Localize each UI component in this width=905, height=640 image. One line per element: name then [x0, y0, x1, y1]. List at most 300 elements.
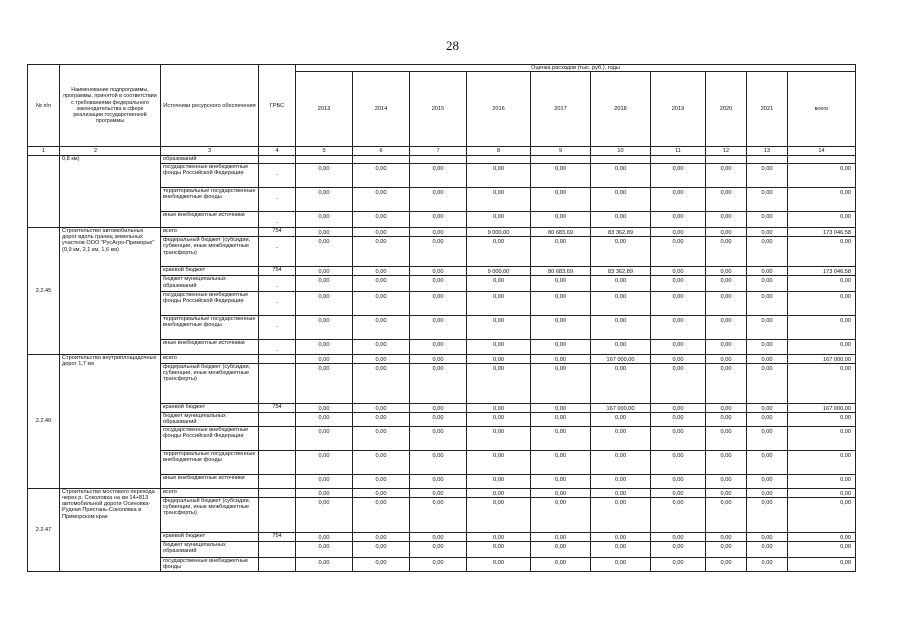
year-value: 0,00 — [410, 228, 467, 237]
column-index: 10 — [591, 147, 651, 156]
year-value: 0,00 — [651, 188, 706, 212]
year-value: 0,00 — [296, 488, 353, 497]
year-value: 0,00 — [591, 542, 651, 558]
column-index: 7 — [410, 147, 467, 156]
year-value: 0,00 — [531, 474, 591, 488]
total-value — [788, 156, 856, 164]
year-value: 0,00 — [353, 164, 410, 188]
year-value: 0,00 — [706, 558, 747, 572]
funding-source: государственные внебюджетные фонды Российской Федерации — [161, 291, 259, 315]
year-value: 0,00 — [747, 533, 788, 542]
grbs-code: - — [259, 276, 296, 291]
item-name: 0,8 км) — [60, 156, 161, 228]
year-value: 0,00 — [531, 542, 591, 558]
year-value: 0,00 — [467, 354, 531, 363]
year-value: 0,00 — [467, 315, 531, 339]
grbs-code: 754 — [259, 533, 296, 542]
grbs-code: - — [259, 164, 296, 188]
year-value: 0,00 — [747, 237, 788, 267]
year-value: 0,00 — [410, 533, 467, 542]
year-value: 0,00 — [591, 498, 651, 533]
grbs-code — [259, 488, 296, 497]
funding-source: государственные внебюджетные фонды Российской Федерации — [161, 426, 259, 450]
year-value: 0,00 — [410, 426, 467, 450]
year-value: 0,00 — [747, 188, 788, 212]
header-col-estimate: Оценка расходов (тыс. руб.), годы — [296, 65, 856, 72]
funding-source: государственные внебюджетные фонды Российской Федерации — [161, 164, 259, 188]
year-value: 0,00 — [410, 474, 467, 488]
year-value: 83 362,89 — [591, 267, 651, 276]
grbs-code: - — [259, 212, 296, 228]
year-value: 0,00 — [410, 291, 467, 315]
column-index: 1 — [28, 147, 60, 156]
year-value: 0,00 — [467, 237, 531, 267]
year-value — [296, 156, 353, 164]
year-value: 0,00 — [410, 558, 467, 572]
year-value: 0,00 — [651, 412, 706, 426]
year-value: 0,00 — [531, 276, 591, 291]
table-row — [28, 156, 856, 164]
year-value: 0,00 — [651, 354, 706, 363]
grbs-code: - — [259, 315, 296, 339]
year-value: 0,00 — [591, 276, 651, 291]
funding-source: бюджет муниципальных образований — [161, 542, 259, 558]
year-value: 0,00 — [410, 339, 467, 354]
year-value: 0,00 — [296, 354, 353, 363]
year-value: 0,00 — [531, 237, 591, 267]
grbs-code — [259, 363, 296, 403]
year-value: 0,00 — [591, 363, 651, 403]
year-value: 0,00 — [591, 291, 651, 315]
funding-source: иные внебюджетные источники — [161, 339, 259, 354]
item-code: 2.2.45 — [28, 228, 60, 355]
total-value: 167 000,00 — [788, 403, 856, 412]
funding-source: территориальные государственные внебюджетные фонды — [161, 315, 259, 339]
year-value — [651, 156, 706, 164]
year-value: 0,00 — [706, 276, 747, 291]
year-value: 0,00 — [747, 315, 788, 339]
year-value: 0,00 — [531, 403, 591, 412]
item-name: Строительство автомобильных дорог вдоль границ земельных участков ООО "РусАгро-Приморье" (0,9 км, 2,1 км, 1,6 км) — [60, 228, 161, 355]
year-value: 0,00 — [410, 412, 467, 426]
year-value: 0,00 — [706, 542, 747, 558]
year-value: 0,00 — [296, 339, 353, 354]
year-value: 0,00 — [296, 542, 353, 558]
total-value: 0,00 — [788, 315, 856, 339]
total-value: 0,00 — [788, 188, 856, 212]
grbs-code — [259, 542, 296, 558]
funding-source: территориальные государственные внебюджетные фонды — [161, 450, 259, 474]
header-col-no: № п/п — [28, 65, 60, 147]
total-value: 0,00 — [788, 412, 856, 426]
year-value: 0,00 — [531, 488, 591, 497]
year-value: 0,00 — [747, 498, 788, 533]
total-value: 0,00 — [788, 291, 856, 315]
year-value: 0,00 — [591, 533, 651, 542]
year-value: 0,00 — [591, 315, 651, 339]
grbs-code: 754 — [259, 403, 296, 412]
year-value: 0,00 — [353, 474, 410, 488]
year-value: 0,00 — [353, 188, 410, 212]
year-value: 0,00 — [706, 450, 747, 474]
year-value: 0,00 — [747, 558, 788, 572]
year-value: 0,00 — [296, 498, 353, 533]
year-value: 0,00 — [747, 450, 788, 474]
year-value: 0,00 — [591, 188, 651, 212]
column-index: 4 — [259, 147, 296, 156]
year-value: 0,00 — [467, 498, 531, 533]
year-value: 0,00 — [706, 237, 747, 267]
header-year: 2017 — [531, 72, 591, 147]
year-value: 0,00 — [410, 498, 467, 533]
year-value: 0,00 — [651, 533, 706, 542]
funding-source: государственные внебюджетные фонды — [161, 558, 259, 572]
year-value: 0,00 — [651, 291, 706, 315]
funding-source: всего — [161, 228, 259, 237]
grbs-code — [259, 474, 296, 488]
grbs-code — [259, 156, 296, 164]
column-index: 11 — [651, 147, 706, 156]
funding-source: всего — [161, 354, 259, 363]
year-value: 0,00 — [706, 267, 747, 276]
year-value: 0,00 — [467, 488, 531, 497]
funding-source: краевой бюджет — [161, 267, 259, 276]
total-value: 0,00 — [788, 474, 856, 488]
year-value: 0,00 — [467, 450, 531, 474]
year-value: 0,00 — [747, 339, 788, 354]
year-value: 9 000,00 — [467, 267, 531, 276]
year-value: 0,00 — [467, 474, 531, 488]
year-value: 0,00 — [296, 291, 353, 315]
year-value: 0,00 — [531, 188, 591, 212]
year-value: 0,00 — [296, 450, 353, 474]
header-year: 2016 — [467, 72, 531, 147]
year-value: 0,00 — [467, 363, 531, 403]
total-value: 0,00 — [788, 488, 856, 497]
year-value: 0,00 — [410, 488, 467, 497]
year-value: 0,00 — [353, 267, 410, 276]
column-index: 9 — [531, 147, 591, 156]
year-value: 0,00 — [410, 354, 467, 363]
header-year: 2013 — [296, 72, 353, 147]
total-value: 0,00 — [788, 237, 856, 267]
item-code: 2.2.47 — [28, 488, 60, 571]
year-value — [747, 156, 788, 164]
year-value: 0,00 — [410, 188, 467, 212]
year-value: 0,00 — [353, 533, 410, 542]
total-value: 0,00 — [788, 533, 856, 542]
year-value: 0,00 — [747, 291, 788, 315]
year-value: 0,00 — [410, 315, 467, 339]
total-value: 0,00 — [788, 276, 856, 291]
year-value: 0,00 — [353, 498, 410, 533]
year-value: 0,00 — [747, 426, 788, 450]
year-value: 0,00 — [467, 533, 531, 542]
header-year: 2018 — [591, 72, 651, 147]
grbs-code: - — [259, 237, 296, 267]
year-value — [531, 156, 591, 164]
column-index: 14 — [788, 147, 856, 156]
total-value: 0,00 — [788, 426, 856, 450]
year-value: 0,00 — [706, 212, 747, 228]
total-value: 0,00 — [788, 339, 856, 354]
column-index: 3 — [161, 147, 259, 156]
grbs-code: - — [259, 188, 296, 212]
header-year: 2021 — [747, 72, 788, 147]
funding-source: всего — [161, 488, 259, 497]
column-index: 12 — [706, 147, 747, 156]
year-value: 0,00 — [410, 237, 467, 267]
header-year: всего — [788, 72, 856, 147]
year-value: 0,00 — [296, 363, 353, 403]
year-value: 0,00 — [467, 212, 531, 228]
year-value: 0,00 — [651, 403, 706, 412]
year-value: 0,00 — [591, 339, 651, 354]
year-value: 0,00 — [747, 276, 788, 291]
year-value: 0,00 — [706, 498, 747, 533]
funding-source: федеральный бюджет (субсидии, субвенции, иные межбюджетные трансферты) — [161, 363, 259, 403]
year-value: 0,00 — [410, 212, 467, 228]
year-value: 0,00 — [747, 212, 788, 228]
year-value: 0,00 — [706, 403, 747, 412]
year-value: 0,00 — [531, 450, 591, 474]
total-value: 167 000,00 — [788, 354, 856, 363]
year-value: 0,00 — [353, 339, 410, 354]
year-value: 0,00 — [296, 558, 353, 572]
year-value: 0,00 — [706, 228, 747, 237]
item-code — [28, 156, 60, 228]
year-value: 0,00 — [531, 363, 591, 403]
year-value: 0,00 — [531, 498, 591, 533]
year-value: 0,00 — [747, 542, 788, 558]
header-year: 2020 — [706, 72, 747, 147]
year-value: 0,00 — [591, 488, 651, 497]
year-value: 0,00 — [706, 474, 747, 488]
year-value: 0,00 — [296, 212, 353, 228]
grbs-code: - — [259, 339, 296, 354]
total-value: 173 046,58 — [788, 228, 856, 237]
year-value: 167 000,00 — [591, 354, 651, 363]
year-value: 0,00 — [353, 403, 410, 412]
year-value: 0,00 — [591, 412, 651, 426]
grbs-code — [259, 412, 296, 426]
year-value: 0,00 — [706, 363, 747, 403]
year-value: 0,00 — [651, 315, 706, 339]
year-value: 0,00 — [531, 212, 591, 228]
year-value: 0,00 — [467, 426, 531, 450]
year-value: 0,00 — [296, 533, 353, 542]
year-value: 0,00 — [531, 315, 591, 339]
column-index: 13 — [747, 147, 788, 156]
year-value: 0,00 — [353, 542, 410, 558]
year-value: 0,00 — [651, 212, 706, 228]
funding-source: образований — [161, 156, 259, 164]
year-value: 0,00 — [353, 291, 410, 315]
year-value: 0,00 — [296, 474, 353, 488]
year-value: 0,00 — [591, 164, 651, 188]
year-value: 0,00 — [531, 533, 591, 542]
column-index: 5 — [296, 147, 353, 156]
grbs-code — [259, 426, 296, 450]
year-value: 0,00 — [706, 188, 747, 212]
table-row — [28, 228, 856, 237]
header-year: 2015 — [410, 72, 467, 147]
item-code: 2.2.46 — [28, 354, 60, 488]
year-value: 0,00 — [296, 188, 353, 212]
grbs-code: 754 — [259, 267, 296, 276]
year-value: 0,00 — [296, 403, 353, 412]
funding-source: иные внебюджетные источники — [161, 212, 259, 228]
year-value: 0,00 — [296, 164, 353, 188]
year-value: 0,00 — [651, 498, 706, 533]
expense-estimate-table — [27, 64, 856, 572]
year-value: 0,00 — [651, 339, 706, 354]
year-value: 0,00 — [651, 267, 706, 276]
year-value: 0,00 — [651, 363, 706, 403]
year-value: 0,00 — [410, 164, 467, 188]
year-value: 83 362,89 — [591, 228, 651, 237]
year-value: 0,00 — [531, 426, 591, 450]
page-number: 28 — [446, 38, 459, 53]
grbs-code: 754 — [259, 228, 296, 237]
year-value: 0,00 — [353, 412, 410, 426]
year-value: 0,00 — [353, 212, 410, 228]
year-value: 0,00 — [747, 363, 788, 403]
year-value: 0,00 — [706, 426, 747, 450]
year-value: 0,00 — [410, 450, 467, 474]
year-value: 0,00 — [353, 354, 410, 363]
year-value: 80 683,69 — [531, 228, 591, 237]
header-col-source: Источники ресурсного обеспечения — [161, 65, 259, 147]
year-value: 0,00 — [747, 488, 788, 497]
year-value: 0,00 — [591, 212, 651, 228]
grbs-code — [259, 558, 296, 572]
year-value: 9 000,00 — [467, 228, 531, 237]
year-value: 0,00 — [296, 228, 353, 237]
funding-source: территориальные государственные внебюджетные фонды — [161, 188, 259, 212]
funding-source: федеральный бюджет (субсидии, субвенции, иные межбюджетные трансферты) — [161, 237, 259, 267]
year-value: 0,00 — [747, 164, 788, 188]
year-value: 0,00 — [467, 542, 531, 558]
year-value: 0,00 — [467, 558, 531, 572]
year-value: 0,00 — [651, 542, 706, 558]
year-value: 0,00 — [353, 450, 410, 474]
year-value: 0,00 — [706, 164, 747, 188]
year-value: 0,00 — [651, 276, 706, 291]
year-value: 0,00 — [706, 488, 747, 497]
year-value: 167 000,00 — [591, 403, 651, 412]
total-value: 0,00 — [788, 212, 856, 228]
grbs-code: - — [259, 291, 296, 315]
year-value: 0,00 — [651, 164, 706, 188]
year-value: 0,00 — [706, 291, 747, 315]
funding-source: федеральный бюджет (субсидии, субвенции, иные межбюджетные трансферты) — [161, 498, 259, 533]
year-value: 0,00 — [706, 533, 747, 542]
year-value: 0,00 — [467, 291, 531, 315]
year-value: 0,00 — [353, 315, 410, 339]
year-value: 0,00 — [651, 237, 706, 267]
year-value: 0,00 — [410, 276, 467, 291]
total-value: 0,00 — [788, 363, 856, 403]
year-value: 0,00 — [410, 267, 467, 276]
year-value: 0,00 — [651, 228, 706, 237]
total-value: 0,00 — [788, 164, 856, 188]
year-value — [467, 156, 531, 164]
year-value: 0,00 — [467, 188, 531, 212]
year-value: 0,00 — [353, 276, 410, 291]
year-value: 0,00 — [706, 354, 747, 363]
year-value: 0,00 — [353, 426, 410, 450]
column-index: 6 — [353, 147, 410, 156]
year-value: 0,00 — [651, 450, 706, 474]
year-value: 0,00 — [591, 474, 651, 488]
year-value: 0,00 — [296, 315, 353, 339]
year-value: 0,00 — [467, 412, 531, 426]
funding-source: иные внебюджетные источники — [161, 474, 259, 488]
year-value: 0,00 — [651, 558, 706, 572]
year-value: 0,00 — [296, 267, 353, 276]
year-value: 0,00 — [651, 426, 706, 450]
year-value: 0,00 — [410, 403, 467, 412]
year-value — [353, 156, 410, 164]
year-value: 0,00 — [591, 558, 651, 572]
table-row — [28, 354, 856, 363]
year-value: 0,00 — [747, 228, 788, 237]
year-value: 0,00 — [651, 474, 706, 488]
year-value: 0,00 — [296, 276, 353, 291]
year-value: 0,00 — [467, 164, 531, 188]
header-col-name: Наименование подпрограммы, программы, принятой в соответствии с требованиями федерального законодательства в сфере реализации государственной программы — [60, 65, 161, 147]
year-value — [591, 156, 651, 164]
year-value: 0,00 — [591, 450, 651, 474]
column-index: 2 — [60, 147, 161, 156]
header-year: 2019 — [651, 72, 706, 147]
year-value: 0,00 — [353, 237, 410, 267]
year-value: 0,00 — [467, 403, 531, 412]
funding-source: краевой бюджет — [161, 403, 259, 412]
year-value: 0,00 — [651, 488, 706, 497]
year-value: 0,00 — [706, 339, 747, 354]
year-value: 0,00 — [531, 339, 591, 354]
year-value: 0,00 — [747, 403, 788, 412]
year-value: 0,00 — [531, 412, 591, 426]
year-value — [706, 156, 747, 164]
year-value: 0,00 — [531, 164, 591, 188]
total-value: 0,00 — [788, 498, 856, 533]
column-index: 8 — [467, 147, 531, 156]
year-value: 0,00 — [747, 354, 788, 363]
year-value: 0,00 — [531, 354, 591, 363]
year-value: 80 683,69 — [531, 267, 591, 276]
year-value: 0,00 — [410, 542, 467, 558]
header-col-grbs: ГРБС — [259, 65, 296, 147]
grbs-code — [259, 354, 296, 363]
funding-source: бюджет муниципальных образований — [161, 412, 259, 426]
year-value: 0,00 — [747, 412, 788, 426]
year-value: 0,00 — [296, 237, 353, 267]
year-value: 0,00 — [706, 315, 747, 339]
total-value: 173 046,58 — [788, 267, 856, 276]
total-value: 0,00 — [788, 558, 856, 572]
year-value: 0,00 — [296, 412, 353, 426]
year-value: 0,00 — [296, 426, 353, 450]
year-value: 0,00 — [467, 276, 531, 291]
year-value: 0,00 — [531, 291, 591, 315]
table-row — [28, 488, 856, 497]
funding-source: бюджет муниципальных образований — [161, 276, 259, 291]
grbs-code — [259, 450, 296, 474]
year-value: 0,00 — [591, 237, 651, 267]
